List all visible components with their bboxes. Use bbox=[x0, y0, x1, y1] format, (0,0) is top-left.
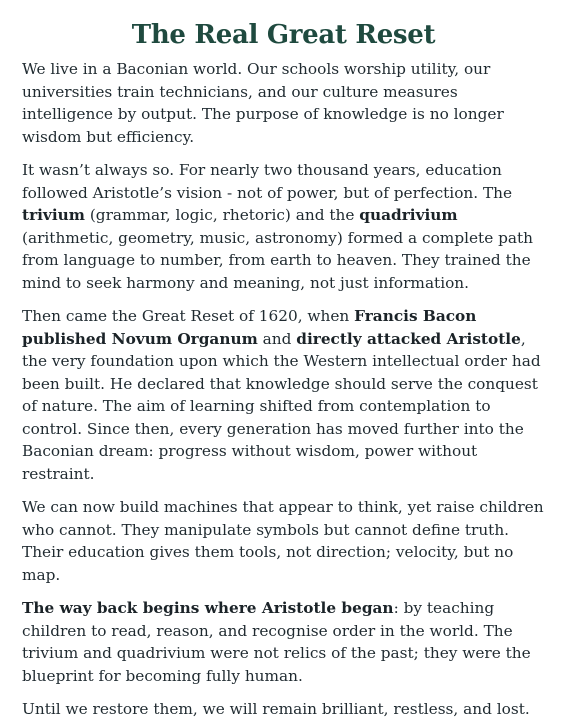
article-paragraph bbox=[22, 597, 545, 687]
paragraph-text: It wasn’t always so. For nearly two thousand years, education followed Aristotle’s vision - not of power, but of perfection. The bbox=[22, 161, 513, 202]
paragraph-text: We can now build machines that appear to think, yet raise children who cannot. They manipulate symbols but cannot define truth. Their education gives them tools, not direction; velocity, but no map. bbox=[22, 498, 544, 584]
article-paragraph bbox=[22, 159, 545, 294]
paragraph-text: and bbox=[257, 329, 297, 348]
article-title: The Real Great Reset bbox=[131, 20, 436, 50]
emphasis-text: directly attacked Aristotle bbox=[296, 329, 521, 348]
emphasis-text: Francis Bacon published Novum Organum bbox=[22, 307, 477, 348]
emphasis-text: trivium bbox=[22, 206, 85, 225]
paragraph-text: Then came the Great Reset of 1620, when bbox=[22, 307, 355, 326]
paragraph-text: (grammar, logic, rhetoric) and the bbox=[84, 206, 360, 225]
article-paragraph bbox=[22, 698, 545, 721]
paragraph-text: Until we restore them, we will remain brilliant, restless, and lost. bbox=[22, 700, 530, 719]
paragraph-text: (arithmetic, geometry, music, astronomy) formed a complete path from language to number, from earth to heaven. They trained the mind to seek harmony and meaning, not just information. bbox=[22, 228, 534, 292]
article-paragraph bbox=[22, 496, 545, 586]
paragraph-text: , the very foundation upon which the Western intellectual order had been built. He declared that knowledge should serve the conquest of nature. The aim of learning shifted from contemplation to control. Since then, every generation has moved further into the Baconian dream: progress without wisdom, power without restraint. bbox=[22, 329, 541, 483]
paragraph-text: : by teaching children to read, reason, and recognise order in the world. The trivium and quadrivium were not relics of the past; they were the blueprint for becoming fully human. bbox=[22, 599, 531, 685]
emphasis-text: quadrivium bbox=[359, 206, 458, 225]
emphasis-text: The way back begins where Aristotle began bbox=[22, 599, 394, 618]
article-paragraph bbox=[22, 58, 545, 148]
paragraph-text: We live in a Baconian world. Our schools worship utility, our universities train technicians, and our culture measures intelligence by output. The purpose of knowledge is no longer wisdom but efficiency. bbox=[22, 60, 504, 146]
article-paragraph bbox=[22, 305, 545, 485]
